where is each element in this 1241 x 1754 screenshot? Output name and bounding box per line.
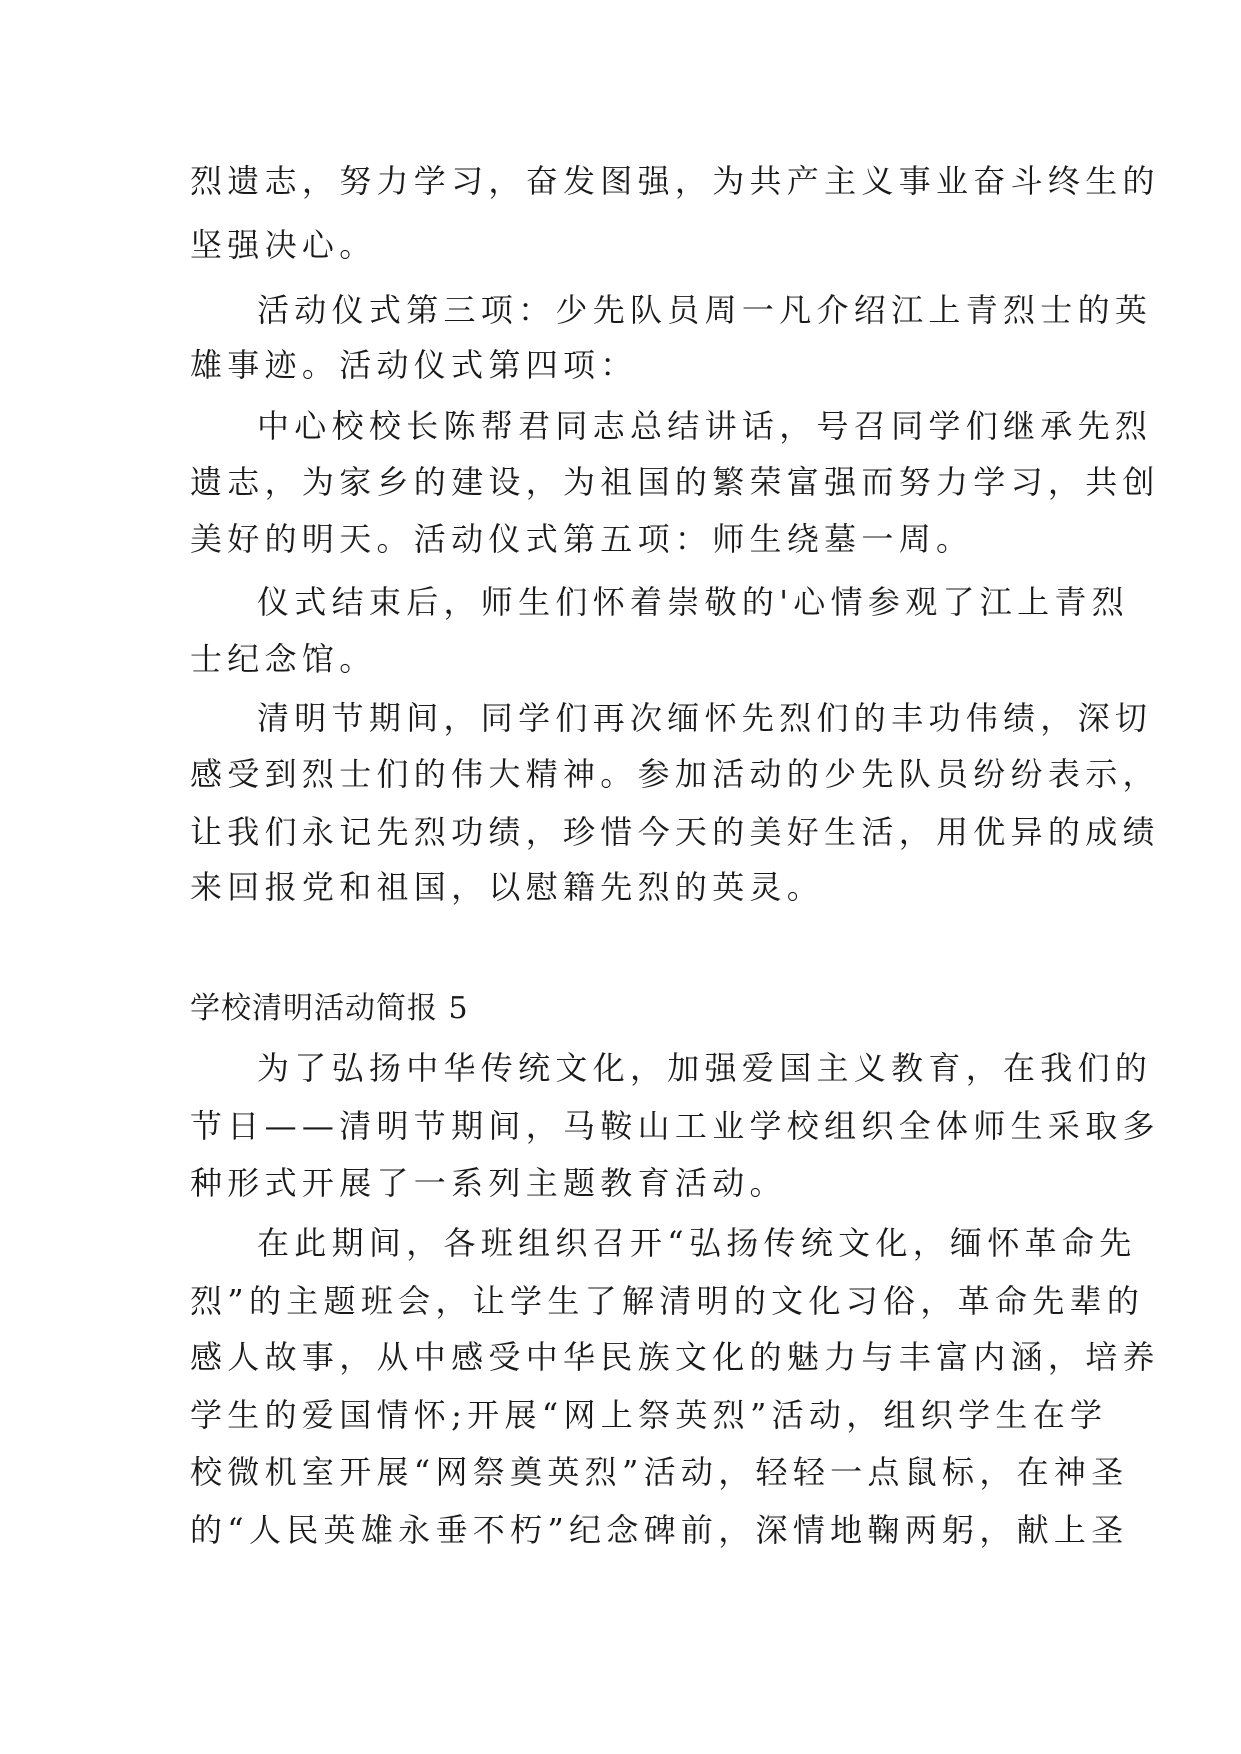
text-line: 种形式开展了一系列主题教育活动。 [190, 1164, 787, 1202]
text-line: 活动仪式第三项：少先队员周一凡介绍江上青烈士的英 [257, 291, 1153, 329]
text-line: 为了弘扬中华传统文化，加强爱国主义教育，在我们的 [257, 1049, 1153, 1087]
text-line: 感人故事，从中感受中华民族文化的魅力与丰富内涵，培养 [190, 1338, 1160, 1376]
text-line: 烈遗志，努力学习，奋发图强，为共产主义事业奋斗终生的 [190, 162, 1160, 200]
text-line: 坚强决心。 [190, 226, 377, 264]
text-line: 雄事迹。活动仪式第四项： [190, 346, 638, 384]
text-line: 仪式结束后，师生们怀着崇敬的'心情参观了江上青烈 [257, 583, 1129, 621]
text-line: 感受到烈士们的伟大精神。参加活动的少先队员纷纷表示， [190, 755, 1160, 793]
text-line: 学生的爱国情怀;开展“网上祭英烈”活动，组织学生在学 [190, 1396, 1108, 1434]
text-line: 让我们永记先烈功绩，珍惜今天的美好生活，用优异的成绩 [190, 813, 1160, 851]
section-title: 学校清明活动简报 5 [190, 991, 469, 1026]
text-line: 烈”的主题班会，让学生了解清明的文化习俗，革命先辈的 [190, 1282, 1145, 1320]
text-line: 来回报党和祖国，以慰籍先烈的英灵。 [190, 868, 825, 906]
text-line: 节日——清明节期间，马鞍山工业学校组织全体师生采取多 [190, 1107, 1160, 1145]
text-line: 美好的明天。活动仪式第五项：师生绕墓一周。 [190, 520, 974, 558]
text-line: 中心校校长陈帮君同志总结讲话，号召同学们继承先烈 [257, 407, 1153, 445]
text-line: 清明节期间，同学们再次缅怀先烈们的丰功伟绩，深切 [257, 699, 1153, 737]
text-line: 的“人民英雄永垂不朽”纪念碑前，深情地鞠两躬，献上圣 [190, 1511, 1129, 1549]
text-line: 士纪念馆。 [190, 640, 377, 678]
text-line: 遗志，为家乡的建设，为祖国的繁荣富强而努力学习，共创 [190, 463, 1160, 501]
text-line: 在此期间，各班组织召开“弘扬传统文化，缅怀革命先 [257, 1224, 1137, 1262]
text-line: 校微机室开展“网祭奠英烈”活动，轻轻一点鼠标，在神圣 [190, 1453, 1129, 1491]
